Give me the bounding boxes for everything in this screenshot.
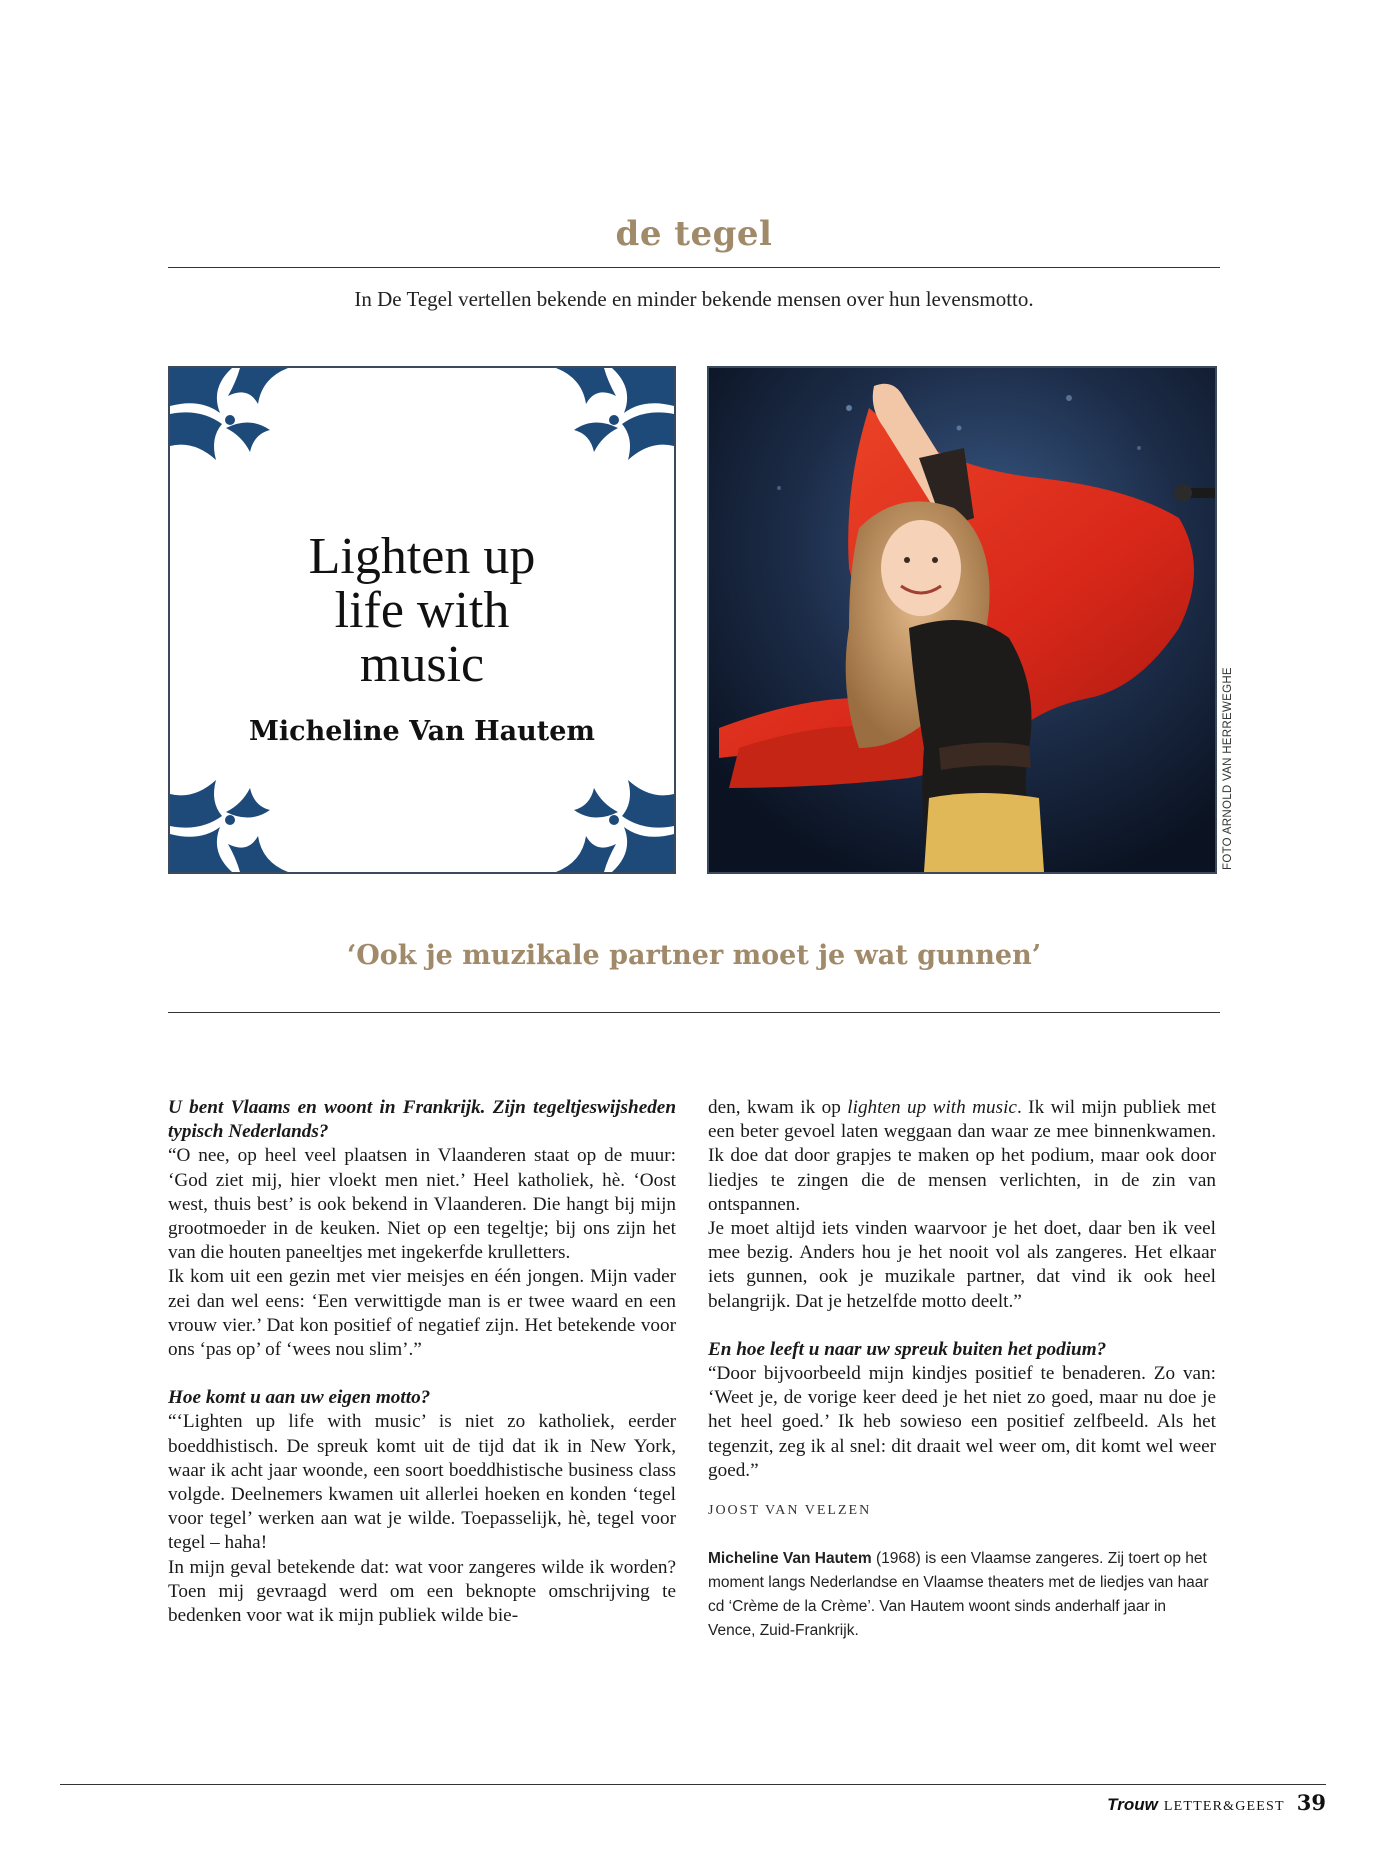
photo-credit: FOTO ARNOLD VAN HERREWEGHE	[1222, 667, 1234, 870]
singer-photo	[707, 366, 1217, 874]
interview-question: U bent Vlaams en woont in Frankrijk. Zijn tegeltjeswijsheden typisch Nederlands?	[168, 1097, 676, 1143]
delft-tile	[168, 366, 676, 874]
section-intro: In De Tegel vertellen bekende en minder bekende mensen over hun levensmotto.	[354, 287, 1034, 311]
tile-ornament-bottom-right	[554, 752, 674, 872]
answer-paragraph: Ik kom uit een gezin met vier meisjes en één jongen. Mijn vader zei dan wel eens: ‘Een verwittigde man is er twee waard en een vrouw vier.’ Dat kon positief of negatief zijn. Het betekende voor ons ‘pas op’ of ‘wees nou slim’.”	[168, 1266, 676, 1361]
article-column-2	[708, 1096, 1216, 1643]
answer-paragraph: Je moet altijd iets vinden waarvoor je het doet, daar ben ik veel mee bezig. Anders hou je het nooit vol als zangeres. Het elkaar iets gunnen, ook je muzikale partner, dat vind ik ook heel belangrijk. Dat je hetzelfde motto deelt.”	[708, 1218, 1216, 1312]
tile-ornament-bottom-left	[170, 752, 290, 872]
author-byline: JOOST VAN VELZEN	[708, 1503, 872, 1519]
page-footer	[1107, 1790, 1326, 1815]
supplement-name: LETTER&GEEST	[1163, 1799, 1285, 1814]
motto-line: music	[359, 636, 485, 693]
bio-box	[708, 1547, 1216, 1643]
motto-line: life with	[334, 582, 510, 639]
tile-person-name: Micheline Van Hautem	[249, 716, 595, 747]
answer-paragraph: den, kwam ik op lighten up with music. Ik wil mijn publiek met een beter gevoel laten weggaan dan waar ze mee binnenkwamen. Ik doe dat door grapjes te maken op het podium, maar ook door liedjes te zingen die de mensen verlichten, in de zin van ontspannen.	[708, 1097, 1216, 1215]
tile-motto	[170, 530, 674, 692]
tile-ornament-top-right	[554, 368, 674, 488]
tile-ornament-top-left	[170, 368, 290, 488]
middle-divider	[168, 1012, 1220, 1013]
interview-question: Hoe komt u aan uw eigen motto?	[168, 1387, 431, 1409]
top-divider	[168, 267, 1220, 268]
singer-photo-image	[709, 368, 1215, 872]
article-headline: ‘Ook je muzikale partner moet je wat gunnen’	[346, 940, 1042, 971]
motto-line: Lighten up	[308, 528, 536, 585]
motto-reference: lighten up with music	[847, 1097, 1017, 1118]
answer-paragraph: In mijn geval betekende dat: wat voor zangeres wilde ik worden? Toen mij gevraagd werd om een beknopte omschrijving te bedenken voor wat ik mijn publiek wilde bie-	[168, 1556, 676, 1627]
answer-paragraph: “Door bijvoorbeeld mijn kindjes positief te benaderen. Zo van: ‘Weet je, de vorige keer deed je het niet zo goed, maar nu doe je het heel goed.’ Ik heb sowieso een positief zelfbeeld. Als het tegenzit, zeg ik al snel: dit draait wel weer om, dit komt wel weer goed.”	[708, 1363, 1216, 1481]
article-column-1	[168, 1096, 676, 1628]
newspaper-logo: Trouw	[1107, 1795, 1158, 1814]
answer-paragraph: “O nee, op heel veel plaatsen in Vlaanderen staat op de muur: ‘God ziet mij, hier vloekt men niet.’ Heel katholiek, hè. ‘Oost west, thuis best’ is ook bekend in Vlaanderen. Die hangt bij mijn grootmoeder in de keuken. Niet op een tegeltje; bij ons zijn het van die houten paneeltjes met ingekerfde krulletters.	[168, 1145, 676, 1264]
footer-divider	[60, 1784, 1326, 1785]
interview-question: En hoe leeft u naar uw spreuk buiten het podium?	[708, 1338, 1107, 1360]
page-number: 39	[1296, 1790, 1326, 1815]
section-title: de tegel	[615, 214, 773, 254]
bio-name: Micheline Van Hautem	[708, 1550, 872, 1568]
bio-text: (1968) is een Vlaamse zangeres. Zij toert op het moment langs Nederlandse en Vlaamse theaters met de liedjes van haar cd ‘Crème de la Crème’. Van Hautem woont sinds anderhalf jaar in Vence, Zuid-Frankrijk.	[708, 1550, 1209, 1640]
answer-paragraph: “‘Lighten up life with music’ is niet zo katholiek, eerder boeddhistisch. De spreuk komt uit de tijd dat ik in New York, waar ik acht jaar woonde, een soort boeddhistische business class volgde. Deelnemers kwamen uit allerlei hoeken en konden ‘tegel voor tegel’ werken aan wat je wilde. Toepasselijk, hè, tegel voor tegel – haha!	[168, 1411, 676, 1554]
